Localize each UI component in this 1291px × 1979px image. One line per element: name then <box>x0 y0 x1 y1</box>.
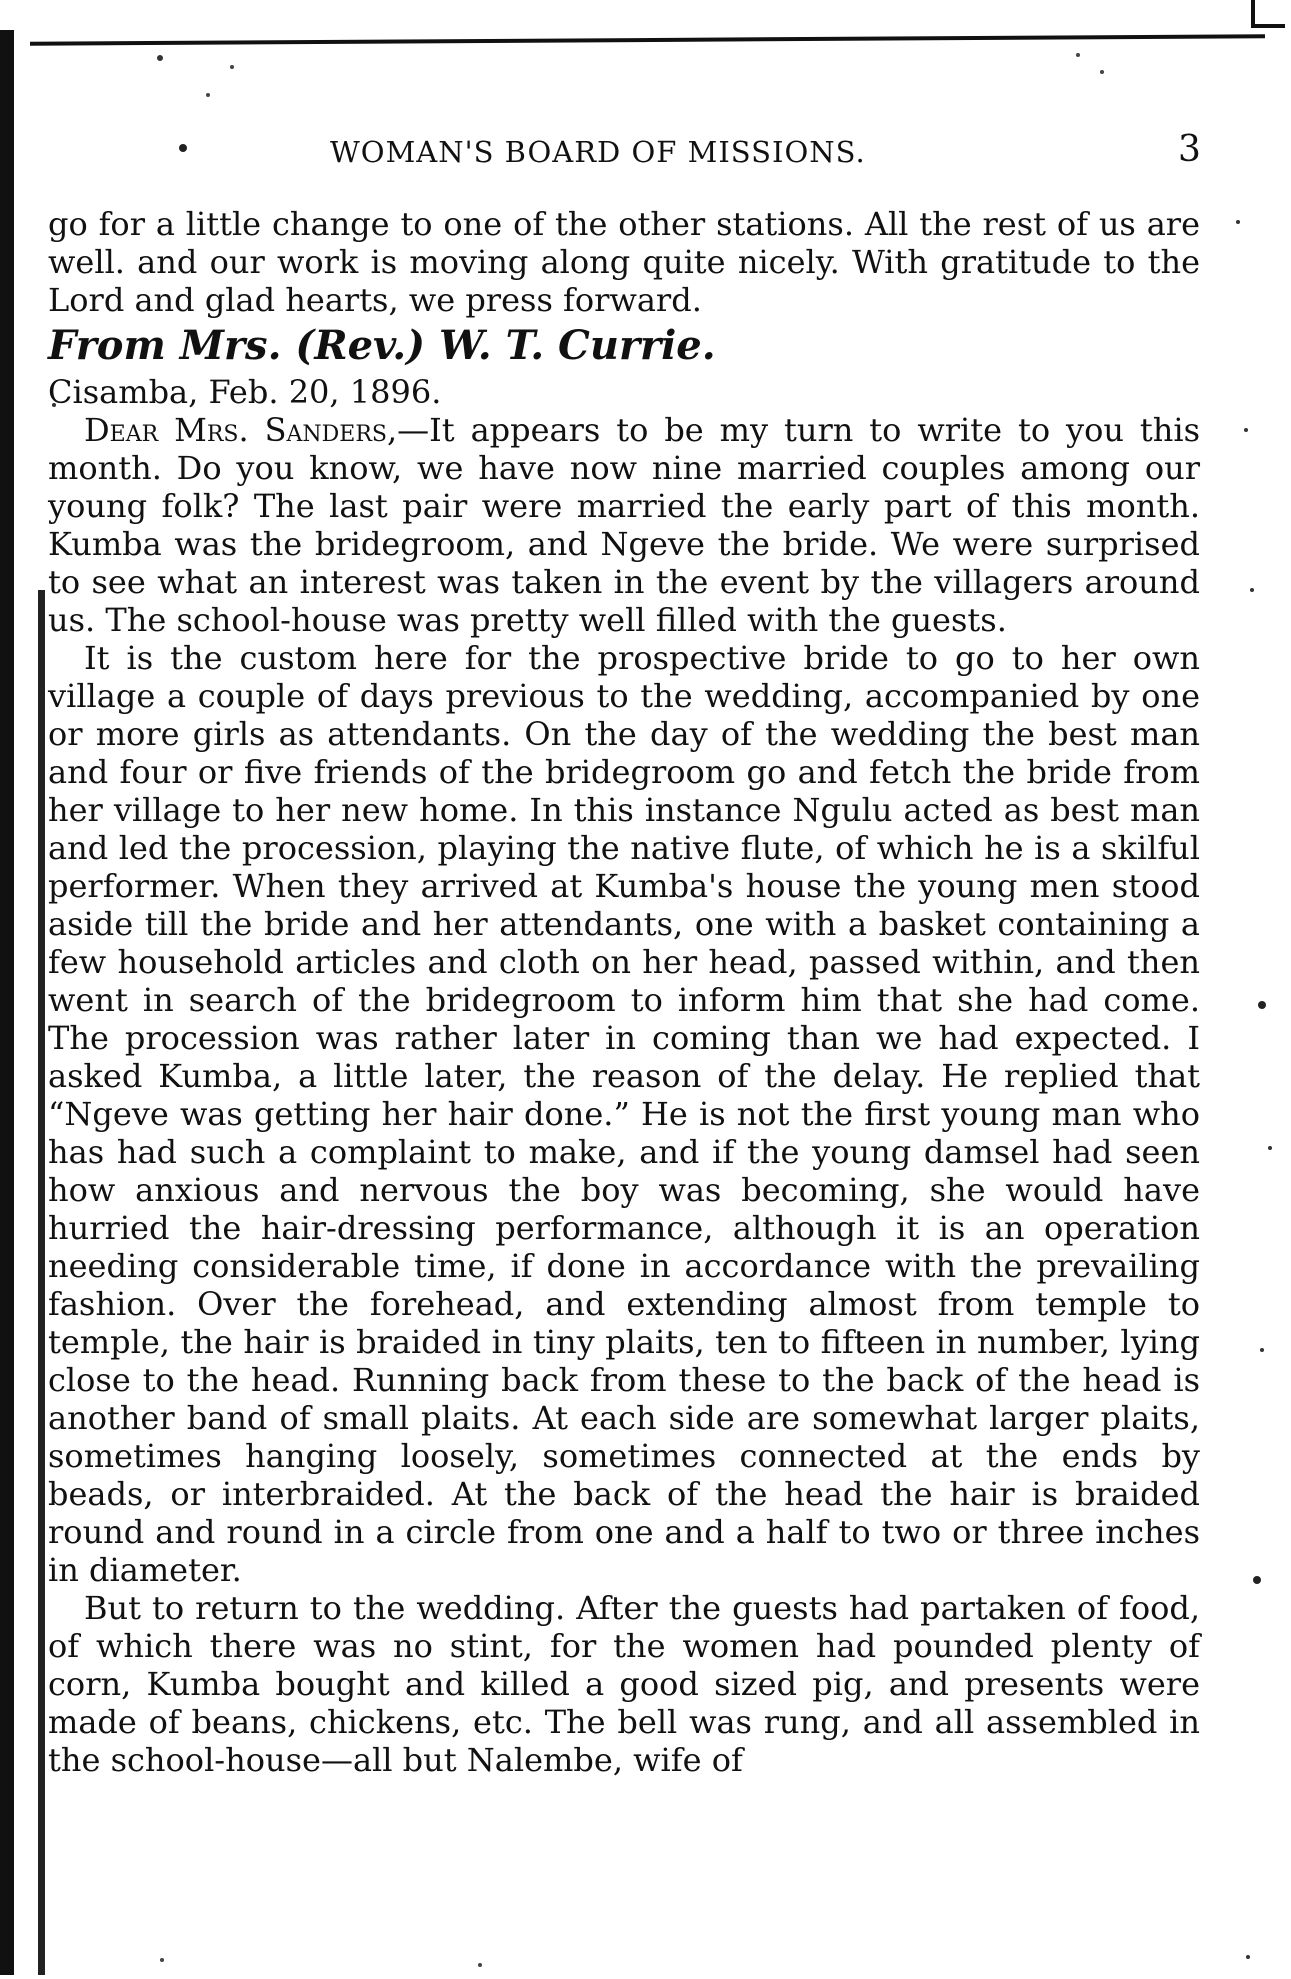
letter-paragraph-3: But to return to the wedding. After the guests had partaken of food, of which there was no stint, for the women had pounded plenty of corn, Kumba bought and killed a good sized pig, and presents were made of beans, chickens, etc. The bell was rung, and all assembled in the school-house—all but Nalembe, wife of <box>48 1589 1200 1779</box>
page-header <box>0 129 1291 175</box>
article-body <box>48 205 1200 1779</box>
continued-paragraph: go for a little change to one of the other stations. All the rest of us are well. and our work is moving along quite nicely. With gratitude to the Lord and glad hearts, we press forward. <box>48 205 1200 319</box>
running-head: WOMAN'S BOARD OF MISSIONS. <box>330 135 866 169</box>
letter-paragraph-1 <box>48 411 1200 639</box>
paragraph-text: —It appears to be my turn to write to you this month. Do you know, we have now nine married couples among our young folk? The last pair were married the early part of this month. Kumba was the bridegroom, and Ngeve the bride. We were surprised to see what an interest was taken in the event by the villagers around us. The school-house was pretty well filled with the guests. <box>48 411 1201 639</box>
salutation: Dear Mrs. Sanders, <box>84 411 398 449</box>
dateline: Cisamba, Feb. 20, 1896. <box>48 373 442 411</box>
page-number: 3 <box>1178 129 1201 170</box>
letter-paragraph-2: It is the custom here for the prospective bride to go to her own village a couple of days previous to the wedding, accompanied by one or more girls as attendants. On the day of the wedding the best man and four or five friends of the bridegroom go and fetch the bride from her village to her new home. In this instance Ngulu acted as best man and led the procession, playing the native flute, of which he is a skilful performer. When they arrived at Kumba's house the young men stood aside till the bride and her attendants, one with a basket containing a few household articles and cloth on her head, passed within, and then went in search of the bridegroom to inform him that she had come. The procession was rather later in coming than we had expected. I asked Kumba, a little later, the reason of the delay. He replied that “Ngeve was getting her hair done.” He is not the first young man who has had such a complaint to make, and if the young damsel had seen how anxious and nervous the boy was becoming, she would have hurried the hair-dressing performance, although it is an operation needing considerable time, if done in accordance with the prevailing fashion. Over the forehead, and extending almost from temple to temple, the hair is braided in tiny plaits, ten to fifteen in number, lying close to the head. Running back from these to the back of the head is another band of small plaits. At each side are somewhat larger plaits, sometimes hanging loosely, sometimes connected at the ends by beads, or interbraided. At the back of the head the hair is braided round and round in a circle from one and a half to two or three inches in diameter. <box>48 639 1200 1589</box>
article-byline: From Mrs. (Rev.) W. T. Currie. <box>48 322 716 369</box>
